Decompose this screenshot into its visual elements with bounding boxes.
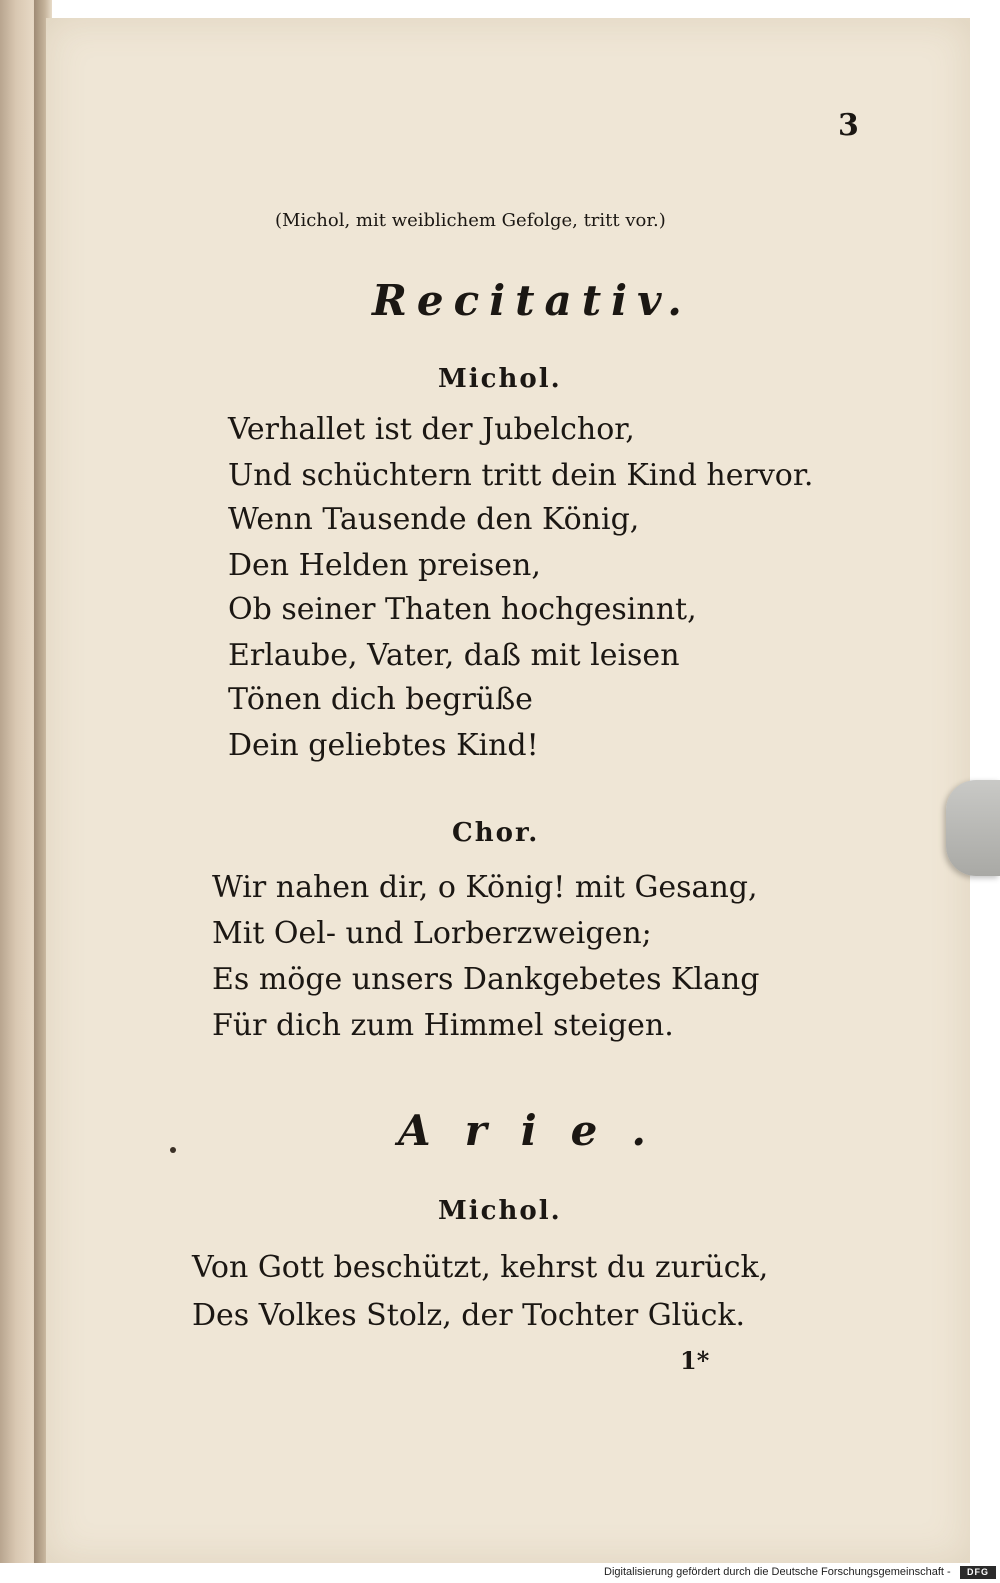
funding-notice: Digitalisierung gefördert durch die Deutsche Forschungsgemeinschaft - <box>604 1566 951 1578</box>
verse-line: Verhallet ist der Jubelchor, <box>228 412 635 447</box>
verse-line: Wenn Tausende den König, <box>228 502 640 537</box>
verse-line: Und schüchtern tritt dein Kind hervor. <box>228 458 814 493</box>
verse-line: Dein geliebtes Kind! <box>228 728 539 763</box>
page-clip-tab <box>946 780 1000 876</box>
ink-dot <box>170 1147 176 1153</box>
verse-line: Des Volkes Stolz, der Tochter Glück. <box>192 1298 746 1333</box>
signature-mark: 1* <box>680 1346 710 1375</box>
section-heading-recitativ: Recitativ. <box>372 276 692 325</box>
verse-line: Den Helden preisen, <box>228 548 541 583</box>
stage-direction: (Michol, mit weiblichem Gefolge, tritt vor.) <box>275 210 666 231</box>
dfg-logo: DFG <box>960 1566 996 1579</box>
verse-line: Ob seiner Thaten hochgesinnt, <box>228 592 697 627</box>
verse-line: Erlaube, Vater, daß mit leisen <box>228 638 680 673</box>
verse-line: Mit Oel- und Lorberzweigen; <box>212 916 652 951</box>
verse-line: Es möge unsers Dankgebetes Klang <box>212 962 760 997</box>
page-number: 3 <box>838 108 859 143</box>
verse-line: Für dich zum Himmel steigen. <box>212 1008 674 1043</box>
speaker-name: Michol. <box>438 1196 562 1226</box>
section-heading-arie: Arie. <box>398 1106 681 1155</box>
speaker-name: Chor. <box>452 818 540 848</box>
verse-line: Von Gott beschützt, kehrst du zurück, <box>192 1250 769 1285</box>
speaker-name: Michol. <box>438 364 562 394</box>
verse-line: Tönen dich begrüße <box>228 682 533 717</box>
verse-line: Wir nahen dir, o König! mit Gesang, <box>212 870 758 905</box>
